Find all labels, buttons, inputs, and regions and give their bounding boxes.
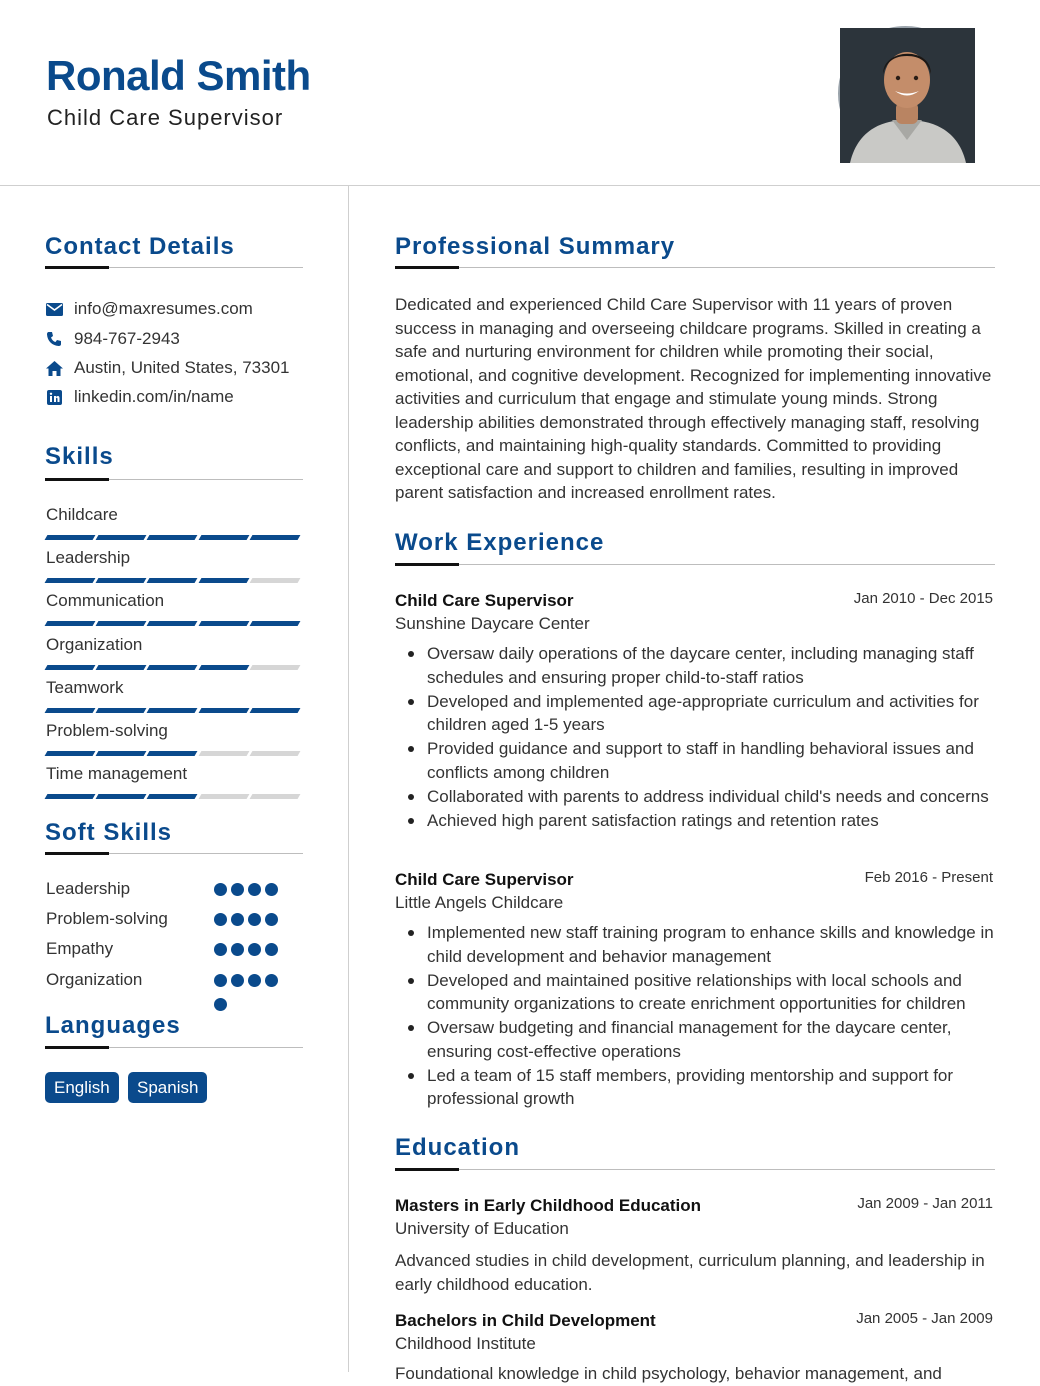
job-bullets — [427, 921, 997, 1111]
degree-description: Advanced studies in child development, curriculum planning, and leadership in early childhood education. — [395, 1251, 985, 1294]
skill-segment-filled — [198, 708, 249, 713]
education-rule — [395, 1169, 995, 1170]
school-name: University of Education — [395, 1219, 569, 1238]
skill-label: Childcare — [46, 505, 118, 524]
profile-photo — [838, 26, 973, 161]
summary-heading: Professional Summary — [395, 233, 676, 260]
school-name: Childhood Institute — [395, 1334, 536, 1353]
soft-skill-label: Leadership — [46, 879, 131, 898]
skill-label: Problem-solving — [46, 721, 168, 740]
bullet-item: Provided guidance and support to staff in handling behavioral issues and conflicts among children — [427, 737, 997, 784]
skill-segment-empty — [198, 751, 249, 756]
dot — [214, 998, 227, 1011]
dot — [265, 943, 278, 956]
skill-segment-filled — [96, 535, 147, 540]
skill-segment-filled — [147, 665, 198, 670]
degree-description: Foundational knowledge in child psychology, behavior management, and — [395, 1364, 942, 1383]
job-title: Child Care Supervisor — [395, 870, 574, 889]
skill-segment-filled — [147, 708, 198, 713]
job-org: Little Angels Childcare — [395, 893, 564, 912]
skill-segment-filled — [198, 665, 249, 670]
dot — [231, 883, 244, 896]
skill-segment-filled — [45, 751, 96, 756]
skill-segment-filled — [147, 794, 198, 799]
soft-skills-rule — [45, 853, 303, 854]
skill-segment-filled — [96, 621, 147, 626]
skill-label: Communication — [46, 591, 165, 611]
bullet-item: Oversaw budgeting and financial management for the daycare center, ensuring cost-effective operations — [427, 1016, 997, 1063]
job-org: Sunshine Daycare Center — [395, 614, 590, 633]
languages-heading: Languages — [45, 1012, 181, 1039]
contact-phone-text: 984-767-2943 — [74, 329, 180, 348]
dot — [248, 974, 261, 987]
language-tag: English — [45, 1072, 119, 1103]
skill-segment-filled — [96, 794, 147, 799]
contact-linkedin-text: linkedin.com/in/name — [74, 387, 234, 406]
skill-segment-filled — [96, 751, 147, 756]
bullet-item: Achieved high parent satisfaction ratings and retention rates — [427, 809, 997, 833]
dot — [214, 913, 227, 926]
skill-level-bar — [46, 794, 302, 800]
skill-segment-filled — [45, 621, 96, 626]
home-icon — [45, 359, 63, 377]
candidate-name: Ronald Smith — [46, 52, 311, 99]
soft-skill-dots — [214, 943, 282, 956]
contact-linkedin[interactable] — [45, 387, 234, 407]
skill-level-bar — [46, 578, 302, 584]
skill-segment-filled — [96, 578, 147, 583]
skill-segment-filled — [96, 708, 147, 713]
degree-title: Bachelors in Child Development — [395, 1311, 656, 1330]
dot — [214, 974, 227, 987]
contact-location — [45, 358, 289, 378]
skill-level-bar — [46, 751, 302, 757]
contact-email[interactable] — [45, 299, 253, 319]
soft-skill-label: Problem-solving — [46, 909, 168, 928]
education-heading: Education — [395, 1134, 521, 1161]
skill-segment-empty — [198, 794, 249, 799]
skill-label: Teamwork — [46, 677, 124, 697]
dot — [265, 913, 278, 926]
contact-location-text: Austin, United States, 73301 — [74, 358, 290, 377]
dot — [265, 974, 278, 987]
skill-level-bar — [46, 708, 302, 714]
skill-level-bar — [46, 621, 302, 627]
bullet-item: Oversaw daily operations of the daycare center, including managing staff schedules and ensuring proper child-to-staff ratios — [427, 642, 997, 689]
contact-phone[interactable] — [45, 329, 180, 349]
skill-level-bar — [46, 535, 302, 541]
skill-segment-filled — [249, 535, 300, 540]
bullet-item: Implemented new staff training program to enhance skills and knowledge in child development and behavior management — [427, 921, 997, 968]
skill-segment-filled — [45, 708, 96, 713]
skill-segment-empty — [249, 751, 300, 756]
soft-skill-dots — [214, 883, 282, 896]
skill-segment-filled — [249, 708, 300, 713]
skill-segment-filled — [198, 621, 249, 626]
skill-label: Leadership — [46, 548, 131, 568]
skill-segment-filled — [198, 535, 249, 540]
resume-header — [0, 0, 1040, 186]
dot — [248, 883, 261, 896]
language-tag: Spanish — [128, 1072, 207, 1103]
skill-segment-empty — [249, 794, 300, 799]
summary-rule — [395, 267, 995, 268]
skill-level-bar — [46, 665, 302, 671]
skills-heading: Skills — [45, 443, 114, 470]
soft-skill-label: Empathy — [46, 939, 114, 958]
phone-icon — [45, 330, 63, 348]
envelope-icon — [45, 300, 63, 318]
soft-skill-dots-overflow — [214, 998, 231, 1011]
contact-heading: Contact Details — [45, 233, 235, 260]
skill-segment-filled — [147, 535, 198, 540]
skill-segment-filled — [96, 665, 147, 670]
contact-email-text: info@maxresumes.com — [74, 299, 253, 318]
skills-rule — [45, 479, 303, 480]
dot — [231, 913, 244, 926]
skill-segment-filled — [147, 621, 198, 626]
degree-dates: Jan 2005 - Jan 2009 — [856, 1310, 993, 1327]
skill-segment-filled — [198, 578, 249, 583]
skill-segment-filled — [45, 578, 96, 583]
bullet-item: Developed and maintained positive relationships with local schools and community organizations to create enrichment opportunities for children — [427, 969, 997, 1016]
bullet-item: Collaborated with parents to address individual child's needs and concerns — [427, 785, 997, 809]
job-bullets — [427, 642, 997, 833]
soft-skill-dots — [214, 913, 282, 926]
skill-segment-filled — [249, 621, 300, 626]
degree-dates: Jan 2009 - Jan 2011 — [857, 1195, 993, 1212]
job-dates: Feb 2016 - Present — [864, 869, 993, 886]
dot — [231, 974, 244, 987]
bullet-item: Led a team of 15 staff members, providing mentorship and support for professional growth — [427, 1064, 997, 1111]
summary-text: Dedicated and experienced Child Care Supervisor with 11 years of proven success in managing and overseeing childcare programs. Skilled in creating a safe and nurturing environment for children while promoting their social, emotional, and cognitive development. Recognized for implementing innovative activities and curriculum that engage and stimulate young minds. Strong leadership abilities demonstrated through effectively managing staff, resolving conflicts, and maintaining high-quality standards. Committed to providing exceptional care and support to children and families, resulting in improved parent satisfaction and increased enrollment rates. — [395, 295, 992, 502]
skill-segment-empty — [249, 665, 300, 670]
column-divider — [348, 186, 349, 1372]
skill-segment-filled — [45, 535, 96, 540]
skill-segment-filled — [147, 578, 198, 583]
skill-segment-filled — [45, 665, 96, 670]
dot — [248, 943, 261, 956]
dot — [248, 913, 261, 926]
dot — [214, 943, 227, 956]
experience-rule — [395, 564, 995, 565]
dot — [265, 883, 278, 896]
skill-segment-filled — [147, 751, 198, 756]
skill-label: Time management — [46, 764, 188, 784]
soft-skills-heading: Soft Skills — [45, 819, 173, 846]
candidate-title: Child Care Supervisor — [47, 105, 284, 130]
soft-skill-label: Organization — [46, 970, 143, 989]
skill-label: Organization — [46, 634, 143, 654]
soft-skill-dots — [214, 974, 282, 987]
job-dates: Jan 2010 - Dec 2015 — [853, 590, 993, 607]
dot — [214, 883, 227, 896]
degree-title: Masters in Early Childhood Education — [395, 1196, 702, 1215]
linkedin-icon — [45, 388, 63, 406]
contact-rule — [45, 267, 303, 268]
skill-segment-empty — [249, 578, 300, 583]
dot — [231, 943, 244, 956]
languages-rule — [45, 1047, 303, 1048]
skill-segment-filled — [45, 794, 96, 799]
experience-heading: Work Experience — [395, 529, 605, 556]
job-title: Child Care Supervisor — [395, 591, 574, 610]
bullet-item: Developed and implemented age-appropriate curriculum and activities for children aged 1-5 years — [427, 690, 997, 737]
